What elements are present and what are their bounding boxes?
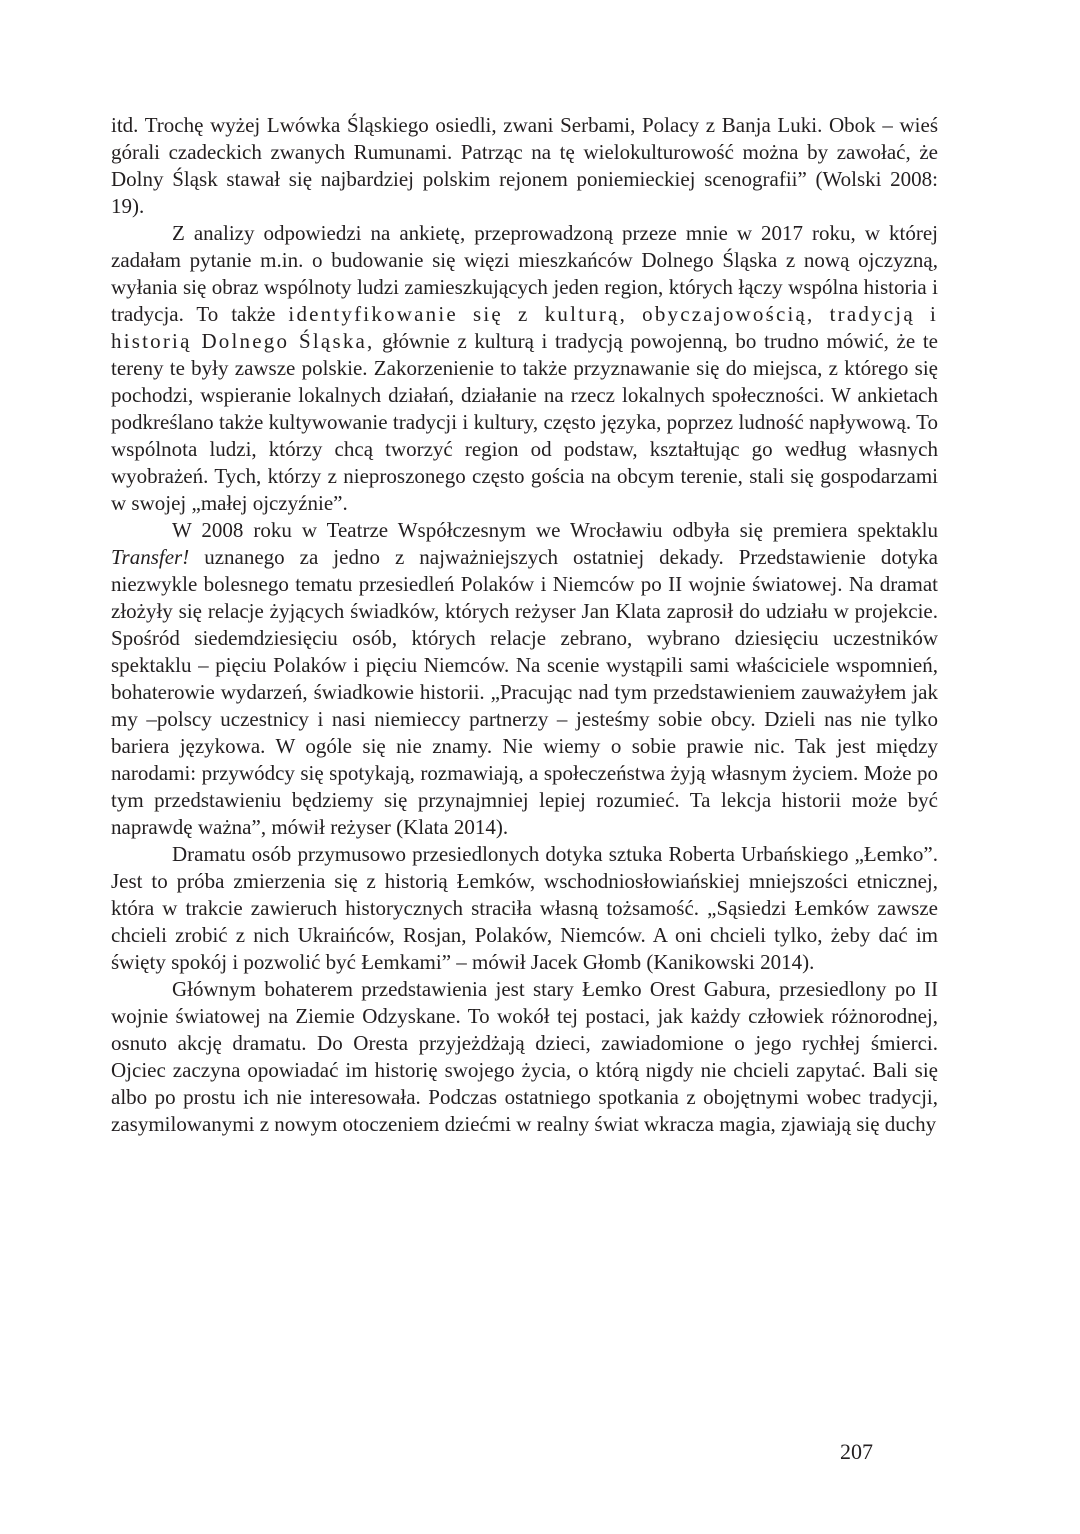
paragraph-5: Głównym bohaterem przedstawienia jest stary Łemko Orest Gabura, przesiedlony po II wojnie światowej na Ziemie Odzyskane. To wokół tej postaci, jak każdy człowiek różnorodnej, osnuto akcję dramatu. Do Oresta przyjeżdżają dzieci, zawiadomione o jego rychłej śmierci. Ojciec zaczyna opowiadać im historię swojego życia, o którą nigdy nie chcieli zapytać. Bali się albo po prostu ich nie interesowała. Podczas ostatniego spotkania z obojętnymi wobec tradycji, zasymilowanymi z nowym otoczeniem dziećmi w realny świat wkracza magia, zjawiają się duchy (111, 977, 938, 1136)
paragraph-1: itd. Trochę wyżej Lwówka Śląskiego osiedli, zwani Serbami, Polacy z Banja Luki. Obok – wieś górali czadeckich zwanych Rumunami. Patrząc na tę wielokulturowość można by zawołać, że Dolny Śląsk stawał się najbardziej polskim rejonem poniemieckiej scenografii” (Wolski 2008: 19). (111, 113, 938, 218)
body-text (111, 112, 938, 1138)
spaced-emphasis: identyfikowanie się z kulturą, obyczajowością, tradycją i historią Dolnego Śląska, (111, 302, 939, 353)
play-title-transfer: Transfer! (111, 545, 190, 569)
paragraph-2-text-start: Z analizy odpowiedzi na ankietę, przeprowadzoną przeze mnie w 2017 roku, w której zadałam pytanie m.in. o budowanie się więzi mieszkańców Dolnego Śląska z nową ojczyzną, wyłania się obraz wspólnoty ludzi zamieszkujących jeden region, których łączy wspólna historia i tradycja. To także (111, 221, 938, 326)
paragraph-3-text-start: W 2008 roku w Teatrze Współczesnym we Wrocławiu odbyła się premiera spektaklu (172, 518, 938, 542)
paragraph-4: Dramatu osób przymusowo przesiedlonych dotyka sztuka Roberta Urbańskiego „Łemko”. Jest to próba zmierzenia się z historią Łemków, wschodniosłowiańskiej mniejszości etnicznej, która w trakcie zawieruch historycznych straciła własną tożsamość. „Sąsiedzi Łemków zawsze chcieli zrobić z nich Ukraińców, Rosjan, Polaków, Niemców. A oni chcieli tylko, żeby dać im święty spokój i pozwolić być Łemkami” – mówił Jacek Głomb (Kanikowski 2014). (111, 842, 938, 974)
page-number: 207 (840, 1439, 873, 1464)
paragraph-2-text-end: głównie z kulturą i tradycją powojenną, bo trudno mówić, że te tereny te były zawsze polskie. Zakorzenienie to także przyznawanie się do miejsca, z którego się pochodzi, wspieranie lokalnych działań, działanie na rzecz lokalnych społeczności. W ankietach podkreślano także kultywowanie tradycji i kultury, często języka, poprzez ludność napływową. To wspólnota ludzi, którzy chcą tworzyć region od podstaw, kształtując go według własnych wyobrażeń. Tych, którzy z nieproszonego często gościa na obcym terenie, stali się gospodarzami w swojej „małej ojczyźnie”. (111, 329, 938, 515)
paragraph-2 (111, 220, 938, 517)
paragraph-3 (111, 517, 938, 841)
paragraph-3-text-end: uznanego za jedno z najważniejszych ostatniej dekady. Przedstawienie dotyka niezwykle bolesnego tematu przesiedleń Polaków i Niemców po II wojnie światowej. Na dramat złożyły się relacje żyjących świadków, których reżyser Jan Klata zaprosił do udziału w projekcie. Spośród siedemdziesięciu osób, których relacje zebrano, wybrano dziesięciu uczestników spektaklu – pięciu Polaków i pięciu Niemców. Na scenie wystąpili sami właściciele wspomnień, bohaterowie wydarzeń, świadkowie historii. „Pracując nad tym przedstawieniem zauważyłem jak my –polscy uczestnicy i nasi niemieccy partnerzy – jesteśmy sobie obcy. Dzieli nas nie tylko bariera językowa. W ogóle się nie znamy. Nie wiemy o sobie prawie nic. Tak jest między narodami: przywódcy się spotykają, rozmawiają, a społeczeństwa żyją własnym życiem. Może po tym przedstawieniu będziemy się przynajmniej lepiej rozumieć. Ta lekcja historii może być naprawdę ważna”, mówił reżyser (Klata 2014). (111, 545, 938, 839)
